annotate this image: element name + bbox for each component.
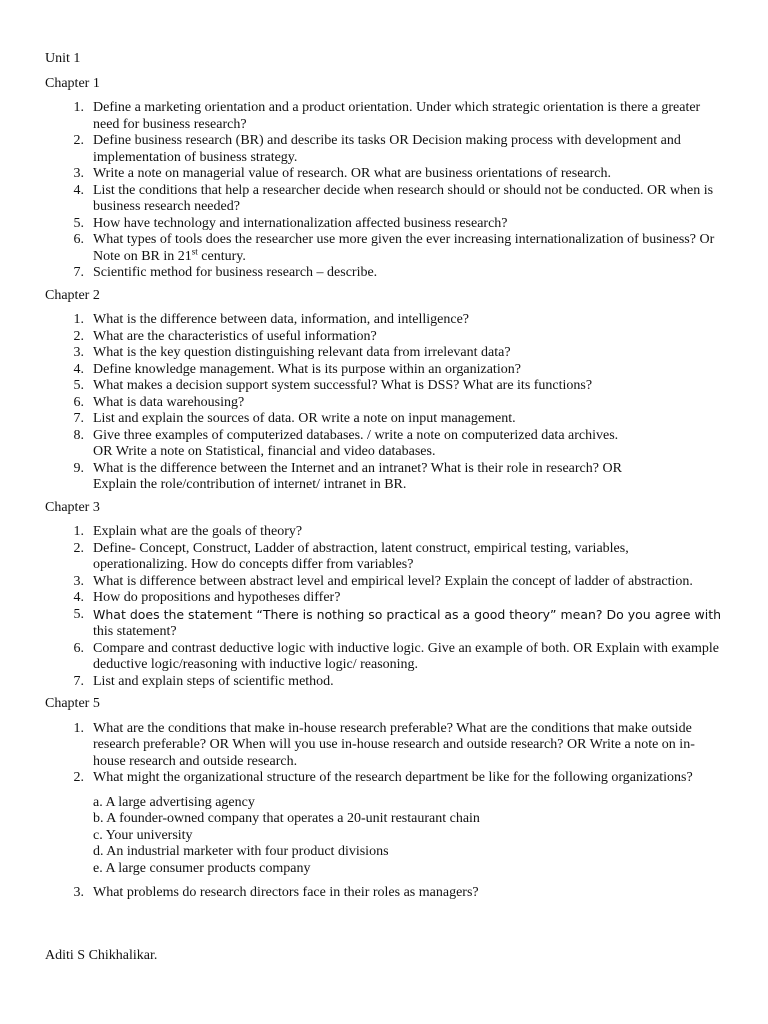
list-item (45, 607, 725, 641)
item-number: 1 . (66, 524, 84, 541)
item-number: 9 . (66, 461, 84, 478)
chapter-2-heading: Chapter 2 (45, 287, 100, 303)
item-number: 3 . (66, 574, 84, 591)
question-text: Write a note on managerial value of research. OR what are business orientations of research. (93, 166, 612, 181)
item-number: 5 . (66, 378, 84, 395)
question-text: How have technology and internationalization affected business research? (93, 215, 508, 231)
question-text: What might the organizational structure of the research department be like for the following organizations? (93, 770, 693, 785)
chapter-3-questions (45, 524, 725, 690)
organization-sub-list (93, 795, 725, 878)
question-text: What problems do research directors face in their roles as managers? (93, 885, 479, 900)
question-text: Scientific method for business research – describe. (93, 265, 378, 280)
chapter-2-questions (45, 312, 725, 494)
item-number: 2 . (66, 770, 84, 787)
item-number: 2 . (66, 133, 84, 150)
list-item (45, 395, 725, 412)
list-item (45, 232, 725, 265)
list-item (45, 100, 725, 133)
list-item (45, 770, 725, 787)
item-number: 8 . (66, 428, 84, 445)
list-item (45, 133, 725, 166)
item-number: 5 . (66, 607, 84, 624)
question-text: Compare and contrast deductive logic with inductive logic. Give an example of both. OR Explain with example deductive logic/reasoning with inductive logic/ reasoning. (93, 640, 719, 672)
item-number: 3 . (66, 885, 84, 902)
question-line-1: What is the difference between the Internet and an intranet? What is their role in research? OR (93, 460, 622, 476)
list-item (45, 541, 725, 574)
question-text: Define business research (BR) and describe its tasks OR Decision making process with development and implementation of business strategy. (93, 133, 681, 165)
question-text: How do propositions and hypotheses differ? (93, 590, 341, 605)
question-text: What is data warehousing? (93, 394, 245, 410)
item-number: 2 . (66, 541, 84, 558)
sub-list-item: a. A large advertising agency (93, 794, 255, 810)
question-line-1: Give three examples of computerized databases. / write a note on computerized data archives. (93, 427, 619, 443)
list-item (45, 166, 725, 183)
question-text: What types of tools does the researcher use more given the ever increasing internationalization of business? Or Note on BR in 21 (93, 232, 715, 264)
author-footer: Aditi S Chikhalikar. (45, 948, 158, 963)
question-text: What is difference between abstract level and empirical level? Explain the concept of ladder of abstraction. (93, 573, 693, 589)
list-item (45, 378, 725, 395)
item-number: 3 . (66, 166, 84, 183)
sub-list-item: e. A large consumer products company (93, 860, 311, 876)
item-number: 7 . (66, 674, 84, 691)
item-number: 4 . (66, 590, 84, 607)
item-number: 4 . (66, 183, 84, 200)
item-number: 6 . (66, 641, 84, 658)
question-text: Explain what are the goals of theory? (93, 524, 303, 539)
question-line-2: Explain the role/contribution of internet/ intranet in BR. (93, 477, 407, 492)
sub-list-item: d. An industrial marketer with four product divisions (93, 844, 389, 859)
list-item (45, 312, 725, 329)
item-number: 7 . (66, 265, 84, 282)
item-number: 1 . (66, 100, 84, 117)
question-text: List the conditions that help a researcher decide when research should or should not be conducted. OR when is business research needed? (93, 182, 714, 214)
item-number: 2 . (66, 329, 84, 346)
item-number: 6 . (66, 395, 84, 412)
chapter-3-heading: Chapter 3 (45, 499, 100, 515)
question-text-end: century. (197, 248, 246, 264)
list-item (45, 265, 725, 282)
item-number: 1 . (66, 312, 84, 329)
question-text: What are the conditions that make in-house research preferable? What are the conditions that make outside research preferable? OR When will you use in-house research and outside research? OR Write a note on in-house research and outside research. (93, 720, 695, 769)
list-item (45, 574, 725, 591)
chapter-1-heading: Chapter 1 (45, 75, 100, 91)
question-text: List and explain the sources of data. OR write a note on input management. (93, 411, 516, 426)
chapter-5-questions-continued (45, 885, 725, 902)
sub-list-item: b. A founder-owned company that operates a 20-unit restaurant chain (93, 811, 480, 826)
item-number: 7 . (66, 411, 84, 428)
question-text: What makes a decision support system successful? What is DSS? What are its functions? (93, 378, 593, 393)
list-item (45, 721, 725, 771)
question-text: What is the difference between data, information, and intelligence? (93, 312, 470, 327)
chapter-1-questions (45, 100, 725, 282)
chapter-5-heading: Chapter 5 (45, 696, 100, 711)
sub-list-item: c. Your university (93, 827, 193, 843)
list-item (45, 345, 725, 362)
question-text: Define- Concept, Construct, Ladder of abstraction, latent construct, empirical testing, variables, operationalizing. How do concepts differ from variables? (93, 540, 629, 572)
question-line-1: What does the statement “There is nothing so practical as a good theory” mean? Do you agree with (93, 606, 722, 622)
list-item (45, 411, 725, 428)
item-number: 5 . (66, 216, 84, 233)
item-number: 3 . (66, 345, 84, 362)
question-line-2: OR Write a note on Statistical, financial and video databases. (93, 444, 436, 459)
list-item (45, 329, 725, 346)
question-text: What is the key question distinguishing relevant data from irrelevant data? (93, 345, 511, 360)
question-text: Define knowledge management. What is its purpose within an organization? (93, 361, 521, 377)
item-number: 6 . (66, 232, 84, 249)
unit-title: Unit 1 (45, 51, 81, 66)
list-item (45, 590, 725, 607)
list-item (45, 216, 725, 233)
question-line-2: this statement? (93, 624, 177, 639)
superscript: st (191, 245, 198, 256)
list-item (45, 461, 725, 494)
list-item (45, 362, 725, 379)
list-item (45, 183, 725, 216)
list-item (45, 524, 725, 541)
list-item (45, 674, 725, 691)
item-number: 1 . (66, 721, 84, 738)
list-item (45, 428, 725, 461)
document-content (45, 51, 725, 902)
question-text: What are the characteristics of useful information? (93, 328, 377, 344)
question-text: Define a marketing orientation and a product orientation. Under which strategic orientation is there a greater need for business research? (93, 100, 701, 132)
list-item (45, 641, 725, 674)
question-text: List and explain steps of scientific method. (93, 673, 334, 689)
chapter-5-questions (45, 721, 725, 787)
item-number: 4 . (66, 362, 84, 379)
list-item (45, 885, 725, 902)
